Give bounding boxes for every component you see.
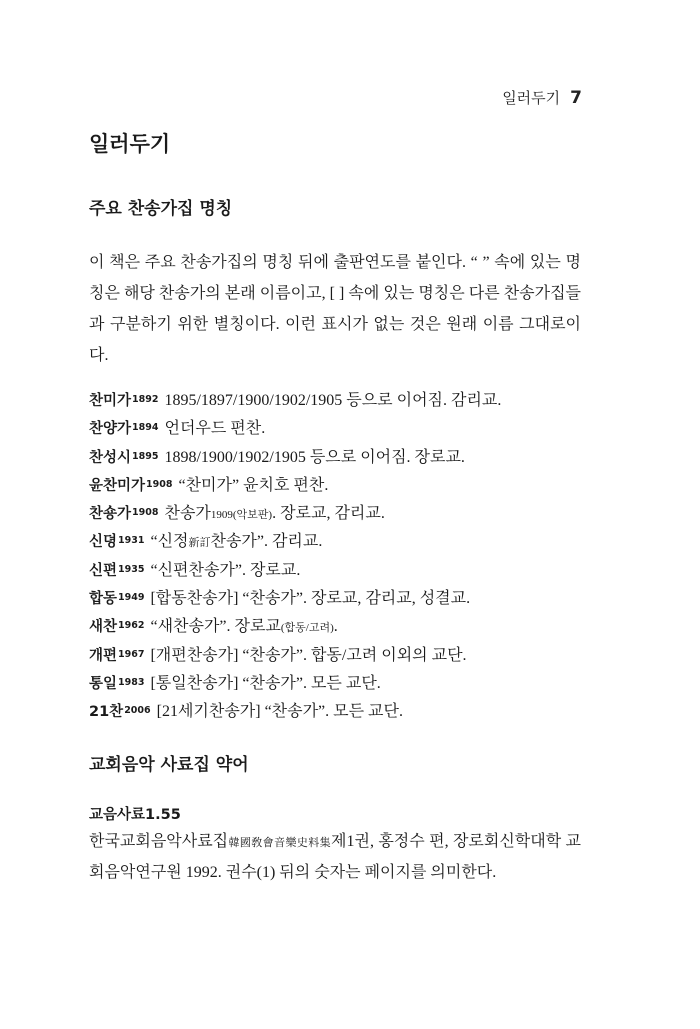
list-item [89, 414, 581, 442]
hymnal-year: 1895 [132, 450, 159, 462]
hymnal-term: 찬미가 [89, 393, 132, 409]
hymnal-year: 1908 [146, 478, 173, 490]
hymnal-desc-tail: . [333, 618, 338, 636]
abbreviation-desc-tail: 제1권, 홍정수 편, 장로회신학대학 교회음악연구원 1992. 권수(1) 뒤의 숫자는 페이지를 의미한다. [89, 833, 582, 881]
hymnal-desc: [합동찬송가] “찬송가”. 장로교, 감리교, 성결교. [150, 590, 471, 608]
list-item [89, 697, 581, 725]
page-title: 일러두기 [89, 132, 171, 156]
hymnal-desc-tail: . 장로교, 감리교. [272, 505, 385, 523]
hymnal-term: 윤찬미가 [89, 477, 146, 494]
abbreviation-desc-lead: 한국교회음악사료집 [89, 833, 229, 850]
hymnal-desc: [21세기찬송가] “찬송가”. 모든 교단. [156, 703, 403, 721]
hymnal-year: 1949 [118, 592, 145, 604]
hymnal-desc: [통일찬송가] “찬송가”. 모든 교단. [150, 674, 381, 692]
hymnal-year: 1931 [118, 535, 145, 547]
hymnal-year: 1908 [132, 507, 159, 519]
hymnal-year: 1935 [118, 563, 145, 575]
hymnal-desc-note: (합동/고려) [280, 622, 334, 635]
list-item [89, 386, 581, 414]
section-title-hymnal-names: 주요 찬송가집 명칭 [89, 199, 233, 219]
hymnal-list [89, 386, 581, 726]
hymnal-term: 찬양가 [89, 421, 132, 438]
list-item [89, 443, 581, 471]
list-item [89, 527, 581, 555]
hymnal-desc: 1895/1897/1900/1902/1905 등으로 이어짐. 감리교. [164, 392, 502, 409]
hymnal-desc: 언더우드 편찬. [164, 420, 266, 438]
list-item [89, 499, 581, 527]
hymnal-term: 통일 [89, 675, 118, 692]
hymnal-term: 21찬 [89, 704, 124, 721]
hymnal-year: 1962 [118, 620, 145, 632]
hymnal-term: 찬숑가 [89, 506, 132, 523]
list-item [89, 471, 581, 499]
hymnal-term: 찬성시 [89, 449, 132, 466]
hymnal-term: 개편 [89, 647, 118, 664]
hymnal-desc: [개편찬송가] “찬송가”. 합동/고려 이외의 교단. [150, 646, 467, 664]
list-item [89, 641, 581, 669]
list-item [89, 556, 581, 584]
hymnal-term: 신뎡 [89, 534, 118, 551]
list-item [89, 669, 581, 697]
page-number: 7 [570, 88, 582, 108]
hymnal-desc: “새찬송가”. 장로교 [150, 618, 281, 636]
abbreviation-description [89, 827, 581, 888]
abbreviation-desc-hanja: 韓國敎會音樂史料集 [228, 837, 332, 849]
running-head-label: 일러두기 [502, 89, 561, 107]
hymnal-year: 1894 [132, 422, 159, 434]
running-head [502, 87, 582, 108]
hymnal-year: 2006 [124, 705, 151, 717]
hymnal-desc-note: 1909(악보판) [210, 509, 273, 522]
hymnal-desc: 찬송가 [164, 505, 211, 523]
hymnal-desc-note: 新訂 [188, 537, 211, 550]
hymnal-desc: “신편찬송가”. 장로교. [150, 561, 301, 579]
hymnal-term: 새찬 [89, 619, 118, 636]
hymnal-desc: 1898/1900/1902/1905 등으로 이어짐. 장로교. [164, 448, 465, 466]
hymnal-year: 1892 [132, 394, 159, 405]
abbreviation-term: 교음사료1.55 [89, 807, 181, 823]
hymnal-desc: “신정 [150, 533, 189, 551]
hymnal-year: 1983 [118, 676, 145, 688]
section-title-abbreviations: 교회음악 사료집 약어 [89, 755, 249, 775]
hymnal-term: 합동 [89, 591, 118, 608]
intro-paragraph: 이 책은 주요 찬송가집의 명칭 뒤에 출판연도를 붙인다. “ ” 속에 있는 명칭은 해당 찬송가의 본래 이름이고, [ ] 속에 있는 명칭은 다른 찬송가집들과 구분하기 위한 별칭이다. 이런 표시가 없는 것은 원래 이름 그대로이다. [89, 254, 581, 364]
hymnal-term: 신편 [89, 562, 118, 579]
hymnal-desc-tail: 찬송가”. 감리교. [210, 533, 323, 551]
list-item [89, 584, 581, 612]
hymnal-desc: “찬미가” 윤치호 편찬. [178, 476, 329, 494]
hymnal-year: 1967 [118, 648, 145, 660]
list-item [89, 612, 581, 640]
